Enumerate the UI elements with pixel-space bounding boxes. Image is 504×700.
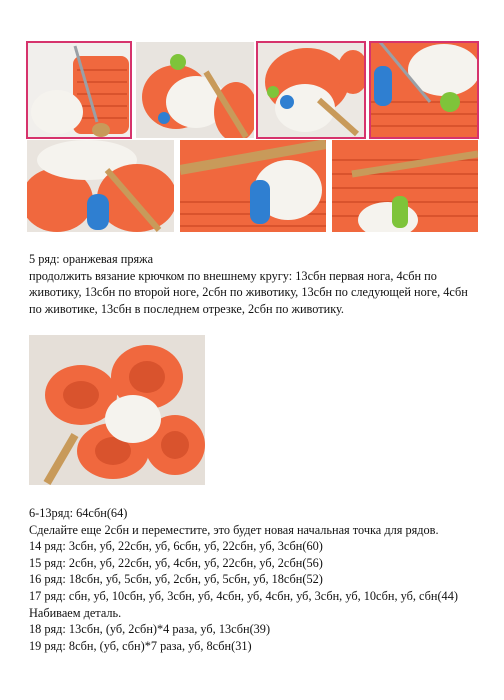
instruction-line: 15 ряд: 2сбн, уб, 22сбн, уб, 4сбн, уб, 22сбн, уб, 2сбн(56) bbox=[29, 555, 323, 570]
instruction-line: 16 ряд: 18сбн, уб, 5сбн, уб, 2сбн, уб, 5сбн, уб, 18сбн(52) bbox=[29, 572, 323, 587]
crochet-photo-image bbox=[257, 42, 365, 138]
crochet-photo-image bbox=[180, 140, 326, 232]
crochet-photo-image bbox=[332, 140, 478, 232]
row-5-heading: 5 ряд: оранжевая пряжа bbox=[29, 252, 154, 266]
section-row-5 bbox=[29, 251, 479, 317]
photo-step-3 bbox=[257, 42, 365, 138]
instruction-line: 19 ряд: 8сбн, (уб, сбн)*7 раза, уб, 8сбн(31) bbox=[29, 638, 252, 653]
photo-step-6 bbox=[180, 140, 326, 232]
instruction-line: 6-13ряд: 64сбн(64) bbox=[29, 506, 128, 520]
crochet-photo-image bbox=[27, 42, 131, 138]
photo-flower-result bbox=[29, 335, 205, 485]
photo-step-5 bbox=[27, 140, 174, 232]
instruction-line: Сделайте еще 2сбн и переместите, это будет новая начальная точка для рядов. bbox=[29, 522, 439, 537]
crochet-photo-image bbox=[136, 42, 254, 138]
photo-step-7 bbox=[332, 140, 478, 232]
section-rows-6-19 bbox=[29, 505, 479, 654]
instruction-line: 14 ряд: 3сбн, уб, 22сбн, уб, 6сбн, уб, 22сбн, уб, 3сбн(60) bbox=[29, 539, 323, 554]
crochet-photo-image bbox=[370, 42, 478, 138]
photo-step-4 bbox=[370, 42, 478, 138]
instruction-line: 18 ряд: 13сбн, (уб, 2сбн)*4 раза, уб, 13сбн(39) bbox=[29, 622, 271, 637]
crochet-photo-image bbox=[27, 140, 174, 232]
crochet-photo-image bbox=[29, 335, 205, 485]
instruction-line: 17 ряд: сбн, уб, 10сбн, уб, 3сбн, уб, 4сбн, уб, 4сбн, уб, 3сбн, уб, 10сбн, уб, сбн(44) bbox=[29, 588, 458, 603]
instruction-line: Набиваем деталь. bbox=[29, 605, 122, 620]
row-5-instructions: продолжить вязание крючком по внешнему кругу: 13сбн первая нога, 4сбн по животику, 13сбн по второй ноге, 2сбн по животику, 13сбн по следующей ноге, 4сбн по животике, 13сбн в последнем отрезке, 2сбн по животику. bbox=[29, 268, 468, 316]
photo-step-1 bbox=[27, 42, 131, 138]
photo-step-2 bbox=[136, 42, 254, 138]
